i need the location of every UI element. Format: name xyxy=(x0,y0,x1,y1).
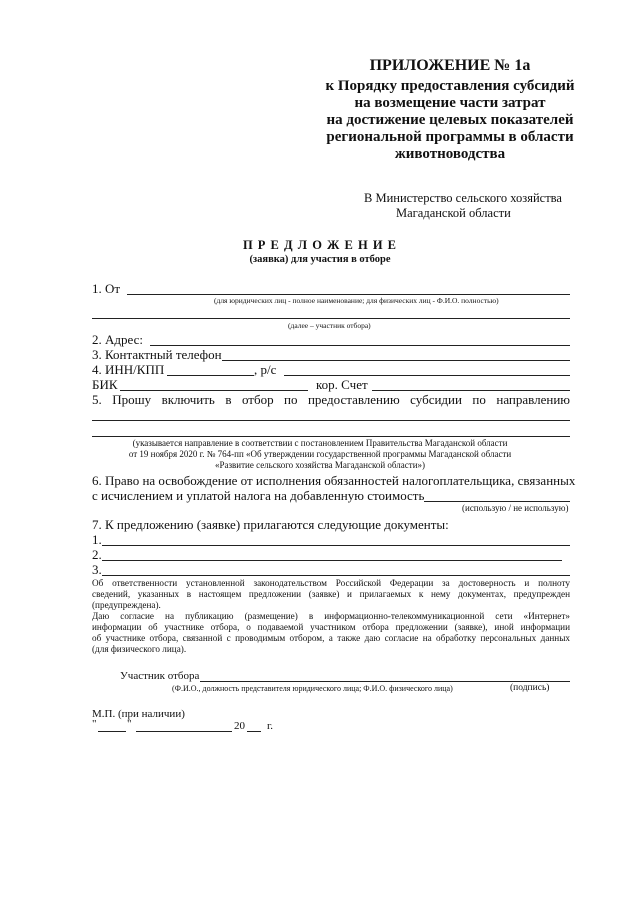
date-month-field[interactable] xyxy=(136,731,232,732)
doc-item-3-field[interactable] xyxy=(102,575,570,576)
direction-hint-3: «Развитие сельского хозяйства Магаданской области») xyxy=(214,460,426,470)
date-year-prefix: 20 xyxy=(234,720,245,732)
address-field[interactable] xyxy=(150,345,570,346)
request-label: 5. Прошу включить в отбор по предоставлению субсидии по направлению xyxy=(92,392,570,407)
direction-field-1[interactable] xyxy=(92,420,570,421)
consent-line-3: об участнике отбора, связанной с проводимым отбором, а также даю согласие на обработку персональных данных xyxy=(92,633,570,643)
liability-line-1: Об ответственности установленной законодательством Российской Федерации за достоверность и полноту xyxy=(92,578,570,588)
date-quote-open: " xyxy=(92,718,97,730)
rs-label: , р/с xyxy=(254,362,277,377)
appendix-subtitle-line-1: к Порядку предоставления субсидий xyxy=(325,78,575,94)
vat-hint: (использую / не использую) xyxy=(462,503,569,513)
docs-label: 7. К предложению (заявке) прилагаются следующие документы: xyxy=(92,517,449,532)
document-title: П Р Е Д Л О Ж Е Н И Е xyxy=(242,238,398,252)
liability-line-2: сведений, указанных в настоящем предложении (заявке) и прилагаемых к нему документах, предупрежден xyxy=(92,589,570,599)
doc-item-2-label: 2. xyxy=(92,547,102,562)
consent-line-1: Даю согласие на публикацию (размещение) в информационно-телекоммуникационной сети «Интернет» xyxy=(92,611,570,621)
participant-label: Участник отбора xyxy=(120,670,200,682)
liability-line-3: (предупреждена). xyxy=(92,600,161,610)
appendix-subtitle-line-3: на достижение целевых показателей xyxy=(326,112,574,128)
appendix-title: ПРИЛОЖЕНИЕ № 1а xyxy=(369,57,531,74)
bik-field[interactable] xyxy=(120,390,308,391)
vat-field[interactable] xyxy=(424,501,570,502)
participant-hint: (далее – участник отбора) xyxy=(288,321,371,330)
address-label: 2. Адрес: xyxy=(92,332,143,347)
from-label: 1. От xyxy=(92,281,121,296)
from-field[interactable] xyxy=(127,294,570,295)
from-field-continued[interactable] xyxy=(92,318,570,319)
inn-label: 4. ИНН/КПП xyxy=(92,362,165,377)
sign-hint: (подпись) xyxy=(510,683,550,693)
participant-field[interactable] xyxy=(200,681,570,682)
consent-line-4: (для физического лица). xyxy=(92,644,187,654)
phone-label: 3. Контактный телефон xyxy=(92,347,222,362)
date-day-field[interactable] xyxy=(98,731,126,732)
doc-item-1-label: 1. xyxy=(92,532,102,547)
date-quote-close: " xyxy=(127,718,132,730)
date-suffix: г. xyxy=(267,720,274,732)
appendix-subtitle-line-4: региональной программы в области xyxy=(326,129,574,145)
kor-field[interactable] xyxy=(372,390,570,391)
direction-field-2[interactable] xyxy=(92,436,570,437)
appendix-subtitle-line-2: на возмещение части затрат xyxy=(354,95,546,111)
phone-field[interactable] xyxy=(222,360,570,361)
appendix-subtitle-line-5: животноводства xyxy=(394,146,506,162)
inn-field[interactable] xyxy=(167,375,254,376)
vat-label-line-2: с исчислением и уплатой налога на добавленную стоимость xyxy=(92,488,425,503)
recipient-line-1: В Министерство сельского хозяйства xyxy=(364,191,562,205)
vat-label-line-1: 6. Право на освобождение от исполнения обязанностей налогоплательщика, связанных xyxy=(92,473,576,488)
stamp-label: М.П. (при наличии) xyxy=(92,708,185,720)
liability-paragraph xyxy=(92,578,570,611)
date-year-field[interactable] xyxy=(247,731,261,732)
from-hint: (для юридических лиц - полное наименование; для физических лиц - Ф.И.О. полностью) xyxy=(214,296,499,305)
bik-label: БИК xyxy=(92,377,118,392)
doc-item-3-label: 3. xyxy=(92,562,102,577)
fio-hint: (Ф.И.О., должность представителя юридического лица; Ф.И.О. физического лица) xyxy=(172,684,453,693)
consent-paragraph xyxy=(92,611,570,655)
rs-field[interactable] xyxy=(284,375,570,376)
direction-hint-1: (указывается направление в соответствии с постановлением Правительства Магаданской области xyxy=(132,438,508,448)
document-subtitle: (заявка) для участия в отборе xyxy=(249,254,391,265)
doc-item-2-field[interactable] xyxy=(102,560,562,561)
doc-item-1-field[interactable] xyxy=(102,545,570,546)
recipient-line-2: Магаданской области xyxy=(396,206,511,220)
kor-label: кор. Счет xyxy=(316,377,368,392)
direction-hint-2: от 19 ноября 2020 г. № 764-пп «Об утверждении государственной программы Магаданской области xyxy=(128,449,512,459)
consent-line-2: информации об участнике отбора, о подаваемой участником отбора предложении (заявке), иной информации xyxy=(92,622,570,632)
